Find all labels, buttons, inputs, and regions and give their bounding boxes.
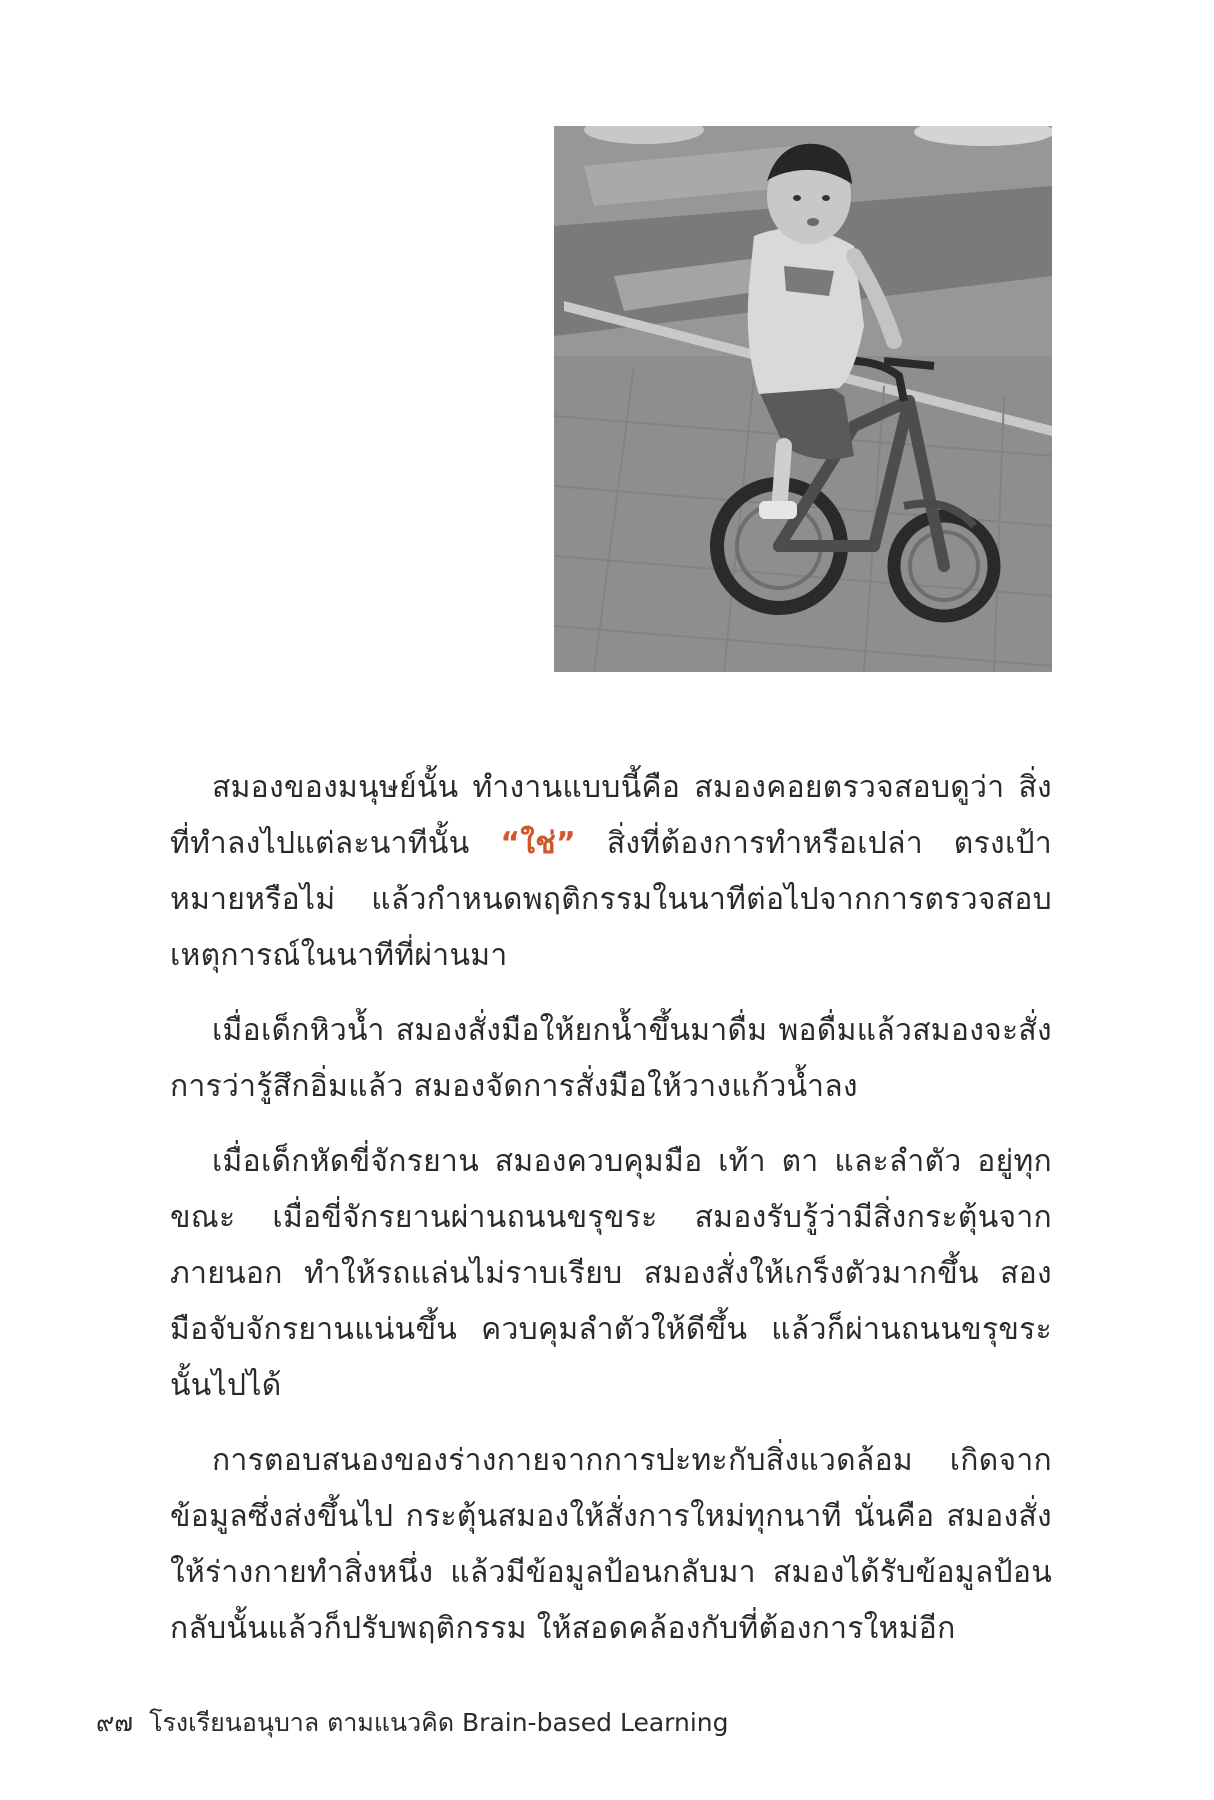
page-number: ๙๗: [96, 1708, 134, 1737]
paragraph-text: สมองของมนุษย์นั้น ทำงานแบบนี้คือ สมองคอยตรวจสอบดูว่า สิ่งที่ทำลงไปแต่ละนาทีนั้น: [170, 770, 1052, 861]
paragraph-text: สิ่งที่ต้องการทำหรือเปล่า ตรงเป้าหมายหรือไม่ แล้วกำหนดพฤติกรรมในนาทีต่อไปจากการตรวจสอบเหตุการณ์ในนาทีที่ผ่านมา: [170, 826, 1052, 973]
book-title: โรงเรียนอนุบาล ตามแนวคิด Brain-based Learning: [149, 1708, 729, 1737]
body-text: [170, 760, 1052, 1676]
highlight-yes: “ใช่”: [500, 826, 576, 861]
bicycle-illustration: [554, 126, 1052, 672]
page-footer: [96, 1706, 729, 1740]
paragraph-thirsty-child: เมื่อเด็กหิวน้ำ สมองสั่งมือให้ยกน้ำขึ้นมาดื่ม พอดื่มแล้วสมองจะสั่งการว่ารู้สึกอิ่มแล้ว สมองจัดการสั่งมือให้วางแก้วน้ำลง: [170, 1013, 1052, 1104]
paragraph-brain-checking: [170, 760, 1052, 984]
child-on-bicycle-photo: [554, 126, 1052, 672]
paragraph-body-response: การตอบสนองของร่างกายจากการปะทะกับสิ่งแวดล้อม เกิดจากข้อมูลซึ่งส่งขึ้นไป กระตุ้นสมองให้สั่งการใหม่ทุกนาที นั่นคือ สมองสั่งให้ร่างกายทำสิ่งหนึ่ง แล้วมีข้อมูลป้อนกลับมา สมองได้รับข้อมูลป้อนกลับนั้นแล้วก็ปรับพฤติกรรม ให้สอดคล้องกับที่ต้องการใหม่อีก: [170, 1443, 1052, 1646]
paragraph-learning-bicycle: เมื่อเด็กหัดขี่จักรยาน สมองควบคุมมือ เท้า ตา และลำตัว อยู่ทุกขณะ เมื่อขี่จักรยานผ่านถนนขรุขระ สมองรับรู้ว่ามีสิ่งกระตุ้นจากภายนอก ทำให้รถแล่นไม่ราบเรียบ สมองสั่งให้เกร็งตัวมากขึ้น สองมือจับจักรยานแน่นขึ้น ควบคุมลำตัวให้ดีขึ้น แล้วก็ผ่านถนนขรุขระนั้นไปได้: [170, 1144, 1052, 1403]
